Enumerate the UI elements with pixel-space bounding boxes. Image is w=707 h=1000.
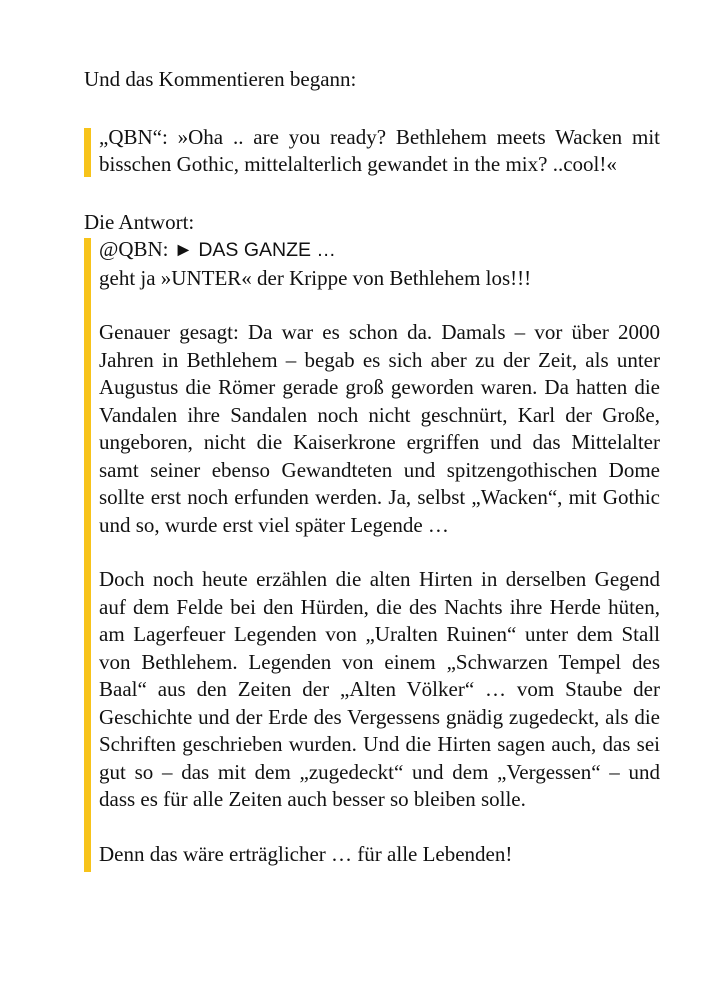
- answer-line-2: geht ja »UNTER« der Krippe von Bethlehem los!!!: [99, 265, 532, 290]
- answer-paragraph-1: Genauer gesagt: Da war es schon da. Damals – vor über 2000 Jahren in Bethlehem – begab es sich aber zu der Zeit, als unter Augustus die Römer gerade groß geworden waren. Da hatten die Vandalen ihre Sandalen noch nicht geschnürt, Karl der Große, ungeboren, nicht die Kaiserkrone ergriffen und das Mittelalter samt seiner ebenso Gewandteten und spitzengothischen Dome sollte erst noch erfunden werden. Ja, selbst „Wacken“, mit Gothic und so, wurde erst viel später Legende …: [99, 320, 660, 537]
- answer-handle: @QBN:: [99, 237, 169, 261]
- play-arrow-icon: ►: [173, 239, 194, 261]
- document-page: [84, 66, 660, 868]
- quote-accent-bar: [84, 128, 91, 177]
- quoted-comment: [84, 124, 660, 179]
- answer-block: [84, 236, 660, 868]
- answer-accent-bar: [84, 238, 91, 872]
- intro-text: Und das Kommentieren begann:: [84, 67, 357, 91]
- answer-heading: DAS GANZE …: [198, 239, 336, 261]
- answer-paragraph-2: Doch noch heute erzählen die alten Hirten in derselben Gegend auf dem Felde bei den Hürden, die des Nachts ihre Herde hüten, am Lagerfeuer Legenden von „Uralten Ruinen“ unter dem Stall von Bethlehem. Legenden von einem „Schwarzen Tempel des Baal“ aus den Zeiten der „Alten Völker“ … vom Staube der Geschichte und der Erde des Vergessens gnädig zugedeckt, als die Schriften geschrieben wurden. Und die Hirten sagen auch, das sei gut so – das mit dem „zugedeckt“ und dem „Vergessen“ – und dass es für alle Zeiten auch besser so bleiben solle.: [99, 567, 660, 811]
- quote-text: „QBN“: »Oha .. are you ready? Bethlehem meets Wacken mit bisschen Gothic, mittelalterlich gewandet in the mix? ..cool!«: [99, 124, 660, 176]
- answer-heading-line: [99, 236, 660, 265]
- answer-label: Die Antwort:: [84, 209, 195, 234]
- answer-paragraph-3: Denn das wäre erträglicher … für alle Lebenden!: [99, 841, 513, 866]
